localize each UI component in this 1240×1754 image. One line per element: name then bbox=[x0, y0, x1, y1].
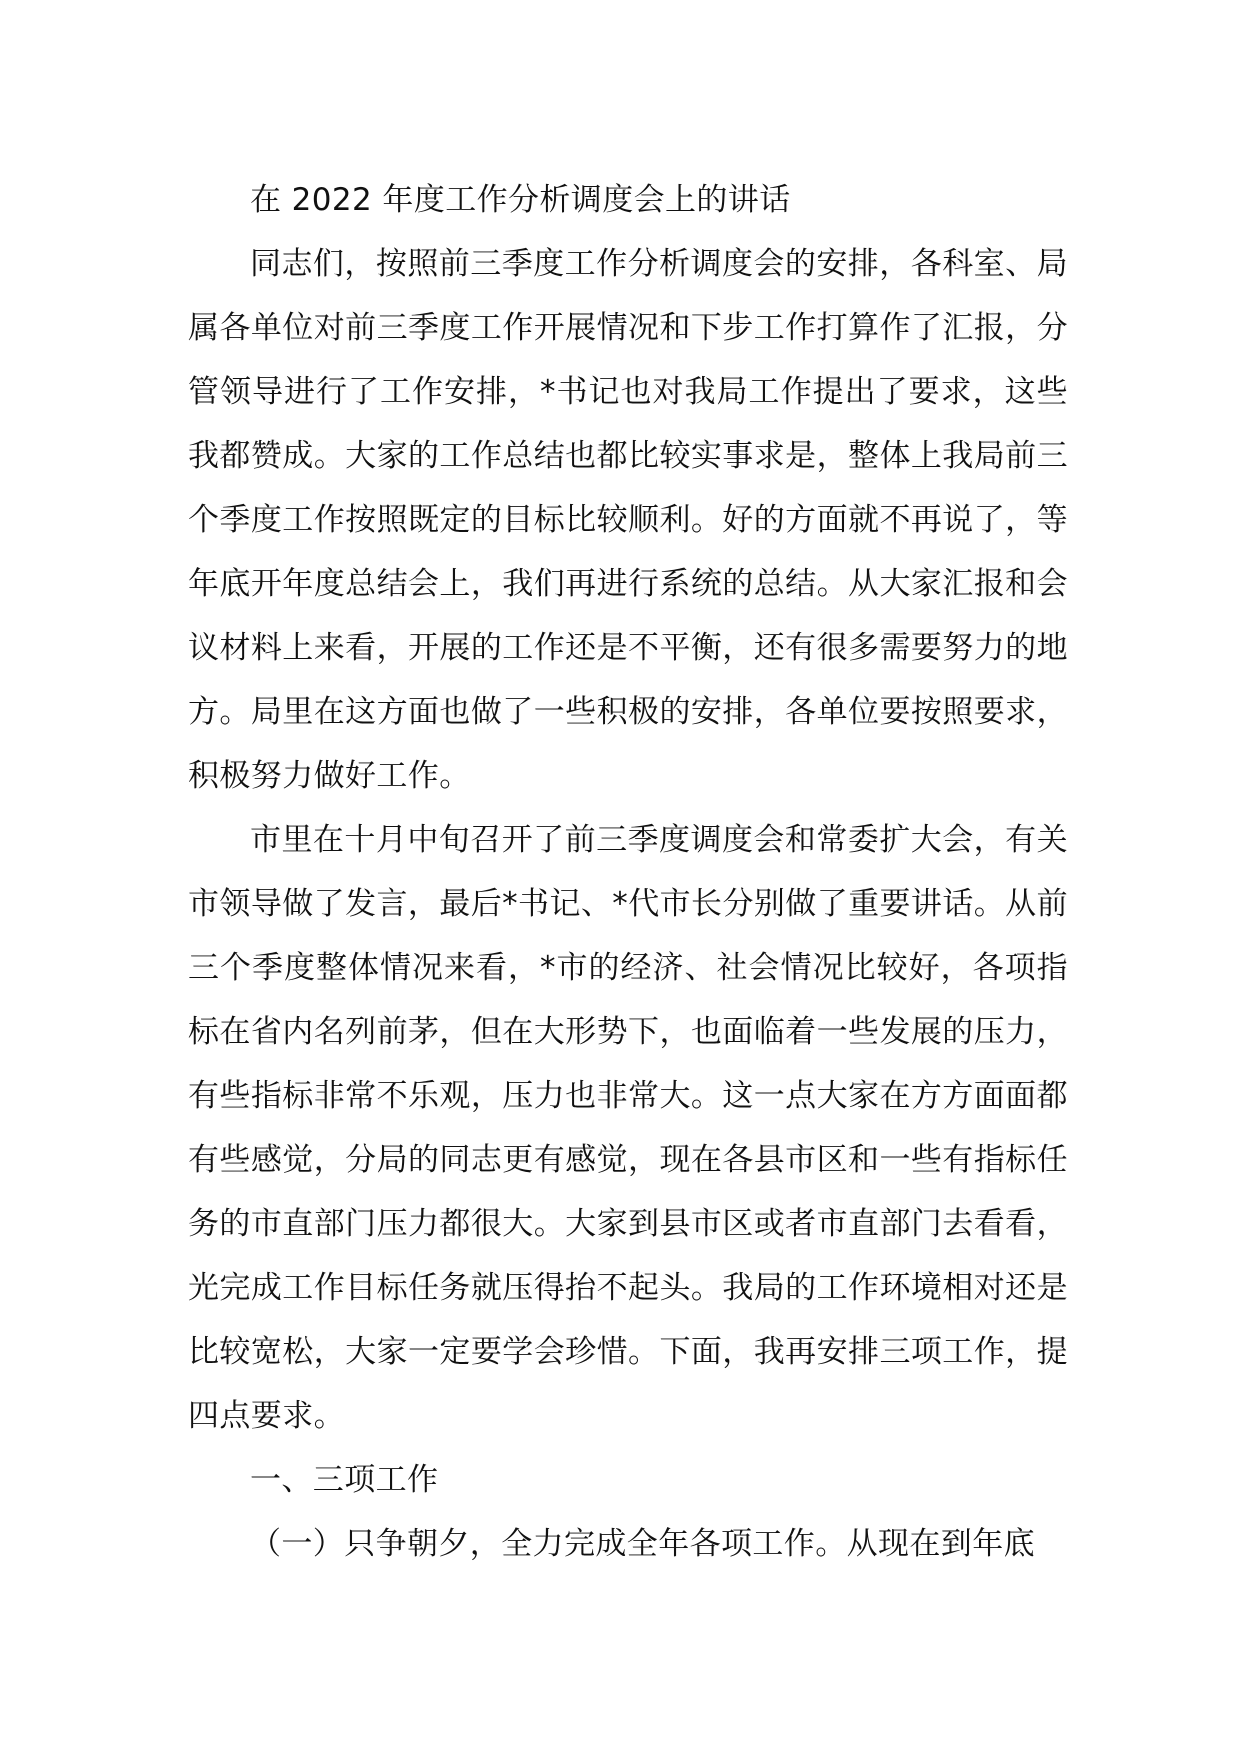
document-title: 在 2022 年度工作分析调度会上的讲话 bbox=[250, 182, 791, 218]
paragraph-opening: 同志们，按照前三季度工作分析调度会的安排，各科室、局属各单位对前三季度工作开展情况和下步工作打算作了汇报，分管领导进行了工作安排，*书记也对我局工作提出了要求，这些我都赞成。大家的工作总结也都比较实事求是，整体上我局前三个季度工作按照既定的目标比较顺利。好的方面就不再说了，等年底开年度总结会上，我们再进行系统的总结。从大家汇报和会议材料上来看，开展的工作还是不平衡，还有很多需要努力的地方。局里在这方面也做了一些积极的安排，各单位要按照要求，积极努力做好工作。 bbox=[188, 246, 1068, 794]
document-body bbox=[188, 168, 1068, 1576]
paragraph-city-meeting: 市里在十月中旬召开了前三季度调度会和常委扩大会，有关市领导做了发言，最后*书记、*代市长分别做了重要讲话。从前三个季度整体情况来看，*市的经济、社会情况比较好，各项指标在省内名列前茅，但在大形势下，也面临着一些发展的压力，有些指标非常不乐观，压力也非常大。这一点大家在方方面面都有些感觉，分局的同志更有感觉，现在各县市区和一些有指标任务的市直部门压力都很大。大家到县市区或者市直部门去看看，光完成工作目标任务就压得抬不起头。我局的工作环境相对还是比较宽松，大家一定要学会珍惜。下面，我再安排三项工作，提四点要求。 bbox=[188, 822, 1068, 1434]
paragraph-task-one: （一）只争朝夕，全力完成全年各项工作。从现在到年底 bbox=[250, 1526, 1035, 1562]
section-heading-three-tasks: 一、三项工作 bbox=[250, 1462, 439, 1498]
